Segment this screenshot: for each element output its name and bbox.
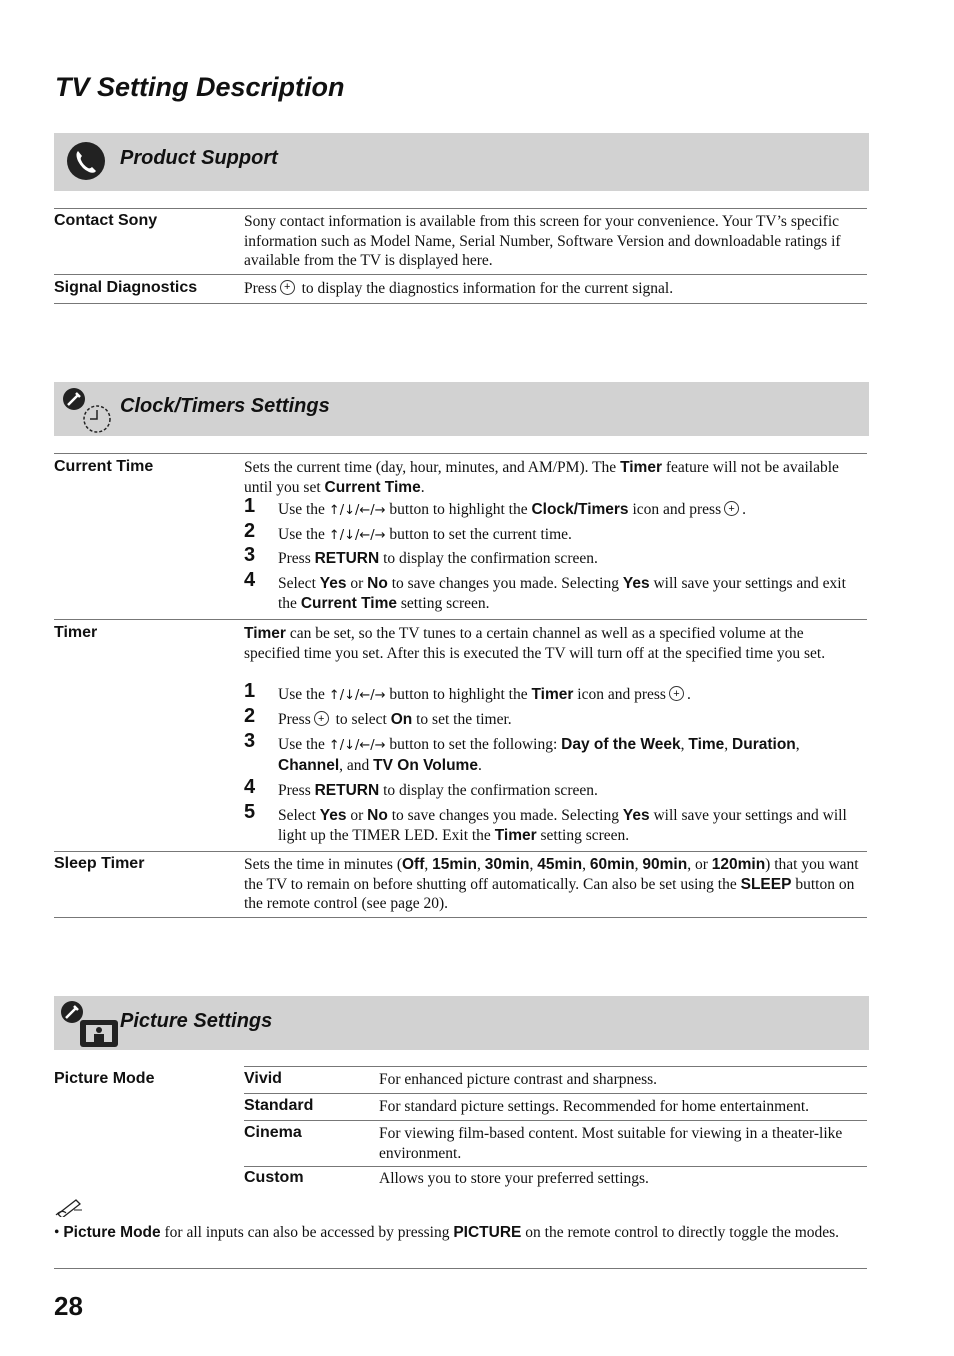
timer-label: Timer	[54, 624, 98, 641]
section-title-clock-timers: Clock/Timers Settings	[120, 395, 330, 417]
picture-mode-desc: For standard picture settings. Recommended for home entertainment.	[379, 1098, 810, 1115]
picture-mode-name: Vivid	[244, 1070, 282, 1087]
current-time-step-4: 4 Select Yes or No to save changes you made. Selecting Yes will save your settings and exit the Current Time setting screen.	[244, 569, 846, 612]
timer-step-2: 2 Press+ to select On to set the timer.	[244, 710, 862, 730]
picture-mode-name: Cinema	[244, 1124, 302, 1141]
section-title-picture-settings: Picture Settings	[120, 1010, 273, 1032]
current-time-intro: Sets the current time (day, hour, minutes, and AM/PM). The Timer feature will not be available until you set Current Time.	[244, 459, 839, 496]
timer-step-4: 4 Press RETURN to display the confirmation screen.	[244, 776, 598, 799]
enter-button-icon	[280, 280, 295, 295]
enter-button-icon	[314, 711, 329, 726]
timer-intro: Timer can be set, so the TV tunes to a certain channel as well as a specified volume at the specified time you set. After this is executed the TV will turn off at the specified time you set.	[244, 625, 826, 662]
phone-icon	[66, 141, 106, 181]
current-time-step-3: 3 Press RETURN to display the confirmation screen.	[244, 544, 598, 567]
current-time-step-1: 1 Use the ↑/↓/←/→ button to highlight the Clock/Timers icon and press+ .	[244, 500, 862, 521]
picture-mode-desc: Allows you to store your preferred settings.	[379, 1170, 649, 1187]
signal-diagnostics-label: Signal Diagnostics	[54, 279, 198, 296]
timer-step-5: 5 Select Yes or No to save changes you made. Selecting Yes will save your settings and will light up the TIMER LED. Exit the Timer setting screen.	[244, 801, 847, 844]
page-title: TV Setting Description	[55, 72, 345, 102]
picture-mode-name: Standard	[244, 1097, 314, 1114]
enter-button-icon	[724, 501, 739, 516]
current-time-label: Current Time	[54, 458, 154, 475]
picture-mode-desc: For enhanced picture contrast and sharpness.	[379, 1071, 658, 1088]
current-time-step-2: 2 Use the ↑/↓/←/→ button to set the current time.	[244, 520, 572, 543]
contact-sony-label: Contact Sony	[54, 212, 158, 229]
signal-diagnostics-desc: Press+ to display the diagnostics information for the current signal.	[244, 279, 862, 299]
note-pencil-icon	[55, 1197, 85, 1217]
picture-mode-label: Picture Mode	[54, 1070, 155, 1087]
picture-note: • Picture Mode for all inputs can also be accessed by pressing PICTURE on the remote control to directly toggle the modes.	[54, 1224, 840, 1241]
section-title-product-support: Product Support	[120, 147, 278, 169]
timer-step-3: 3 Use the ↑/↓/←/→ button to set the following: Day of the Week, Time, Duration, Channel, and TV On Volume.	[244, 730, 800, 774]
timer-step-1: 1 Use the ↑/↓/←/→ button to highlight the Timer icon and press+ .	[244, 685, 862, 706]
clock-wrench-icon	[60, 385, 118, 435]
enter-button-icon	[669, 686, 684, 701]
picture-mode-name: Custom	[244, 1169, 304, 1186]
page-number: 28	[54, 1291, 83, 1321]
sleep-timer-desc: Sets the time in minutes (Off, 15min, 30min, 45min, 60min, 90min, or 120min) that you want the TV to remain on before shutting off automatically. Can also be set using the SLEEP button on the remote control (see page 20).	[244, 856, 859, 912]
contact-sony-desc: Sony contact information is available from this screen for your convenience. Your TV’s specific information such as Model Name, Serial Number, Software Version and downloadable ratings if available from the TV is displayed here.	[244, 213, 841, 269]
picture-mode-desc: For viewing film-based content. Most suitable for viewing in a theater-like environment.	[379, 1125, 843, 1162]
sleep-timer-label: Sleep Timer	[54, 855, 145, 872]
picture-wrench-icon	[60, 1000, 122, 1048]
